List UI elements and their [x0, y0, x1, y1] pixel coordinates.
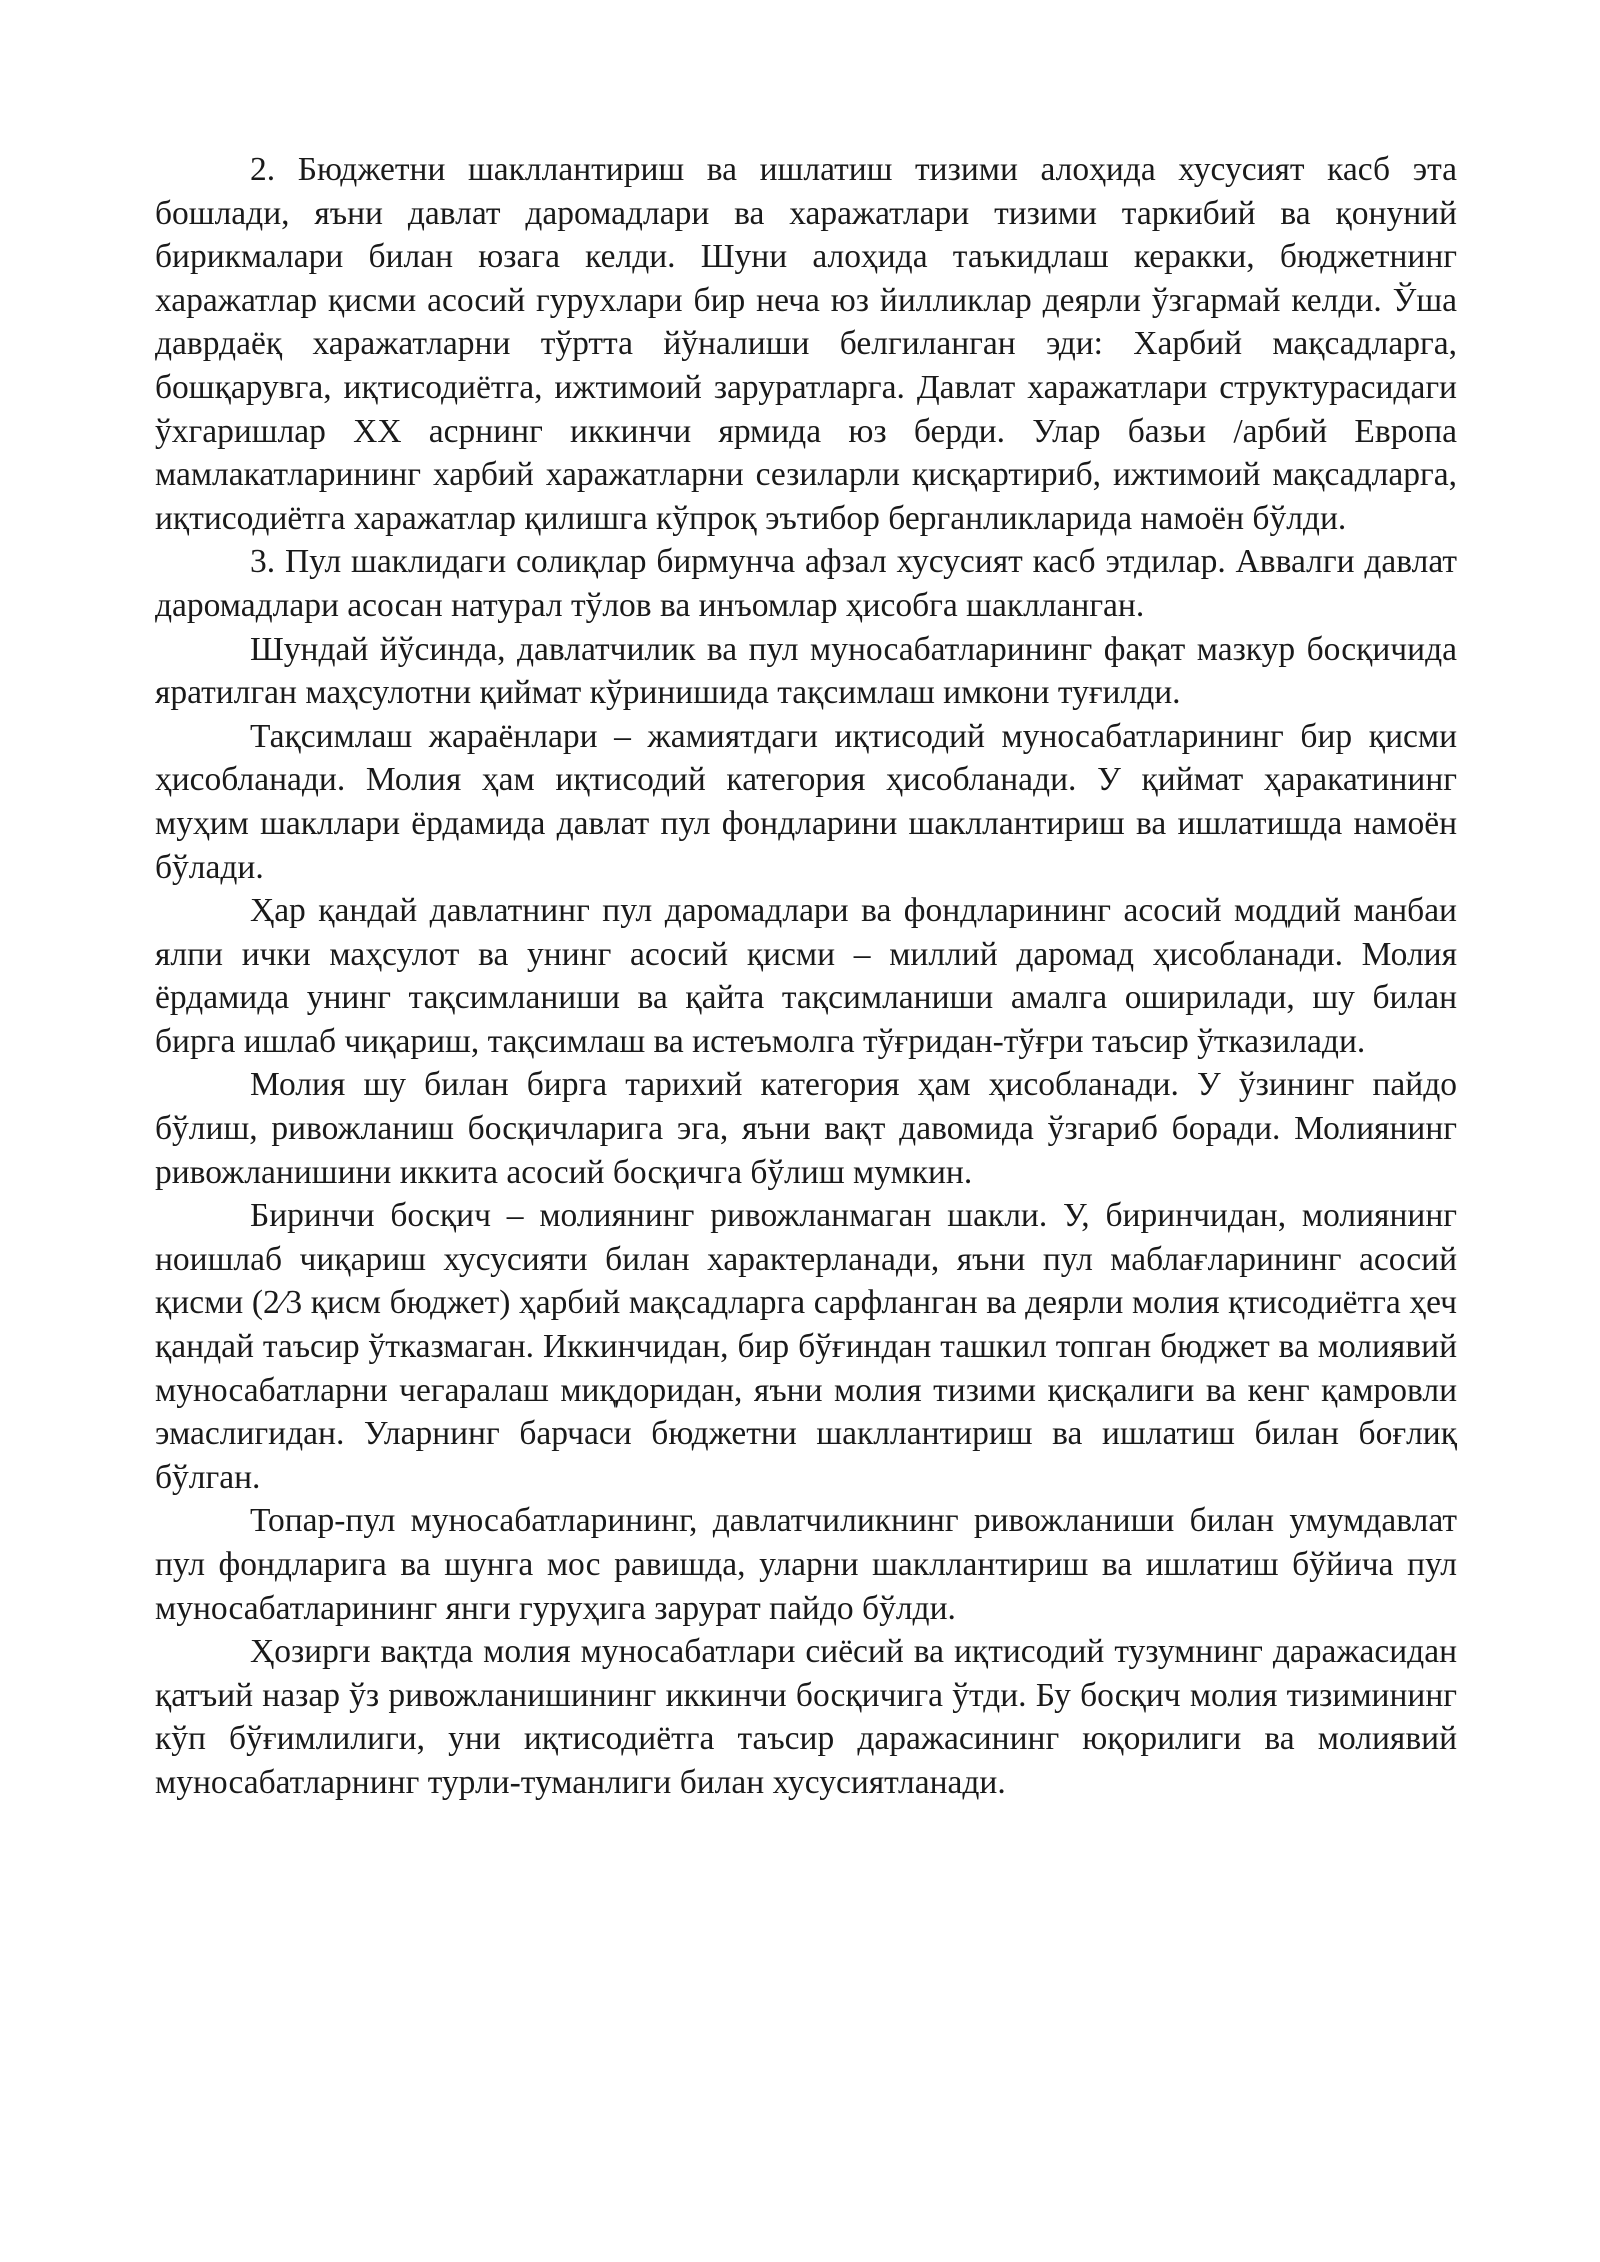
paragraph-distribution-processes: Тақсимлаш жараёнлари – жамиятдаги иқтисодий муносабатларининг бир қисми ҳисобланади. Молия ҳам иқтисодий категория ҳисобланади. У қиймат ҳаракатининг муҳим шакллари ёрдамида давлат пул фондларини шакллантириш ва ишлатишда намоён бўлади.	[155, 717, 1457, 886]
paragraph-new-relations: Топар-пул муносабатларининг, давлатчиликнинг ривожланиши билан умумдавлат пул фондларига ва шунга мос равишда, уларни шакллантириш ва ишлатиш бўйича пул муносабатларининг янги гуруҳига зарурат пайдо бўлди.	[155, 1502, 1457, 1627]
paragraph-historical-category: Молия шу билан бирга тарихий категория ҳам ҳисобланади. У ўзининг пайдо бўлиш, ривожланиш босқичларига эга, яъни вақт давомида ўзгариб боради. Молиянинг ривожланишини иккита асосий босқичга бўлиш мумкин.	[155, 1066, 1457, 1191]
paragraph-income-sources: Ҳар қандай давлатнинг пул даромадлари ва фондларининг асосий моддий манбаи ялпи ички маҳсулот ва унинг асосий қисми – миллий даромад ҳисобланади. Молия ёрдамида унинг тақсимланиши ва қайта тақсимланиши амалга оширилади, шу билан бирга ишлаб чиқариш, тақсимлаш ва истеъмолга тўғридан-тўғри таъсир ўтказилади.	[155, 892, 1457, 1060]
paragraph-monetary-taxes: 3. Пул шаклидаги солиқлар бирмунча афзал хусусият касб этдилар. Аввалги давлат даромадлари асосан натурал тўлов ва инъомлар ҳисобга шаклланган.	[155, 543, 1457, 624]
paragraph-budget-system: 2. Бюджетни шакллантириш ва ишлатиш тизими алоҳида хусусият касб эта бошлади, яъни давлат даромадлари ва харажатлари тизими таркибий ва қонуний бирикмалари билан юзага келди. Шуни алоҳида таъкидлаш керакки, бюджетнинг харажатлар қисми асосий гурухлари бир неча юз йилликлар деярли ўзгармай келди. Ўша даврдаёқ харажатларни тўртта йўналиши белгиланган эди: Харбий мақсадларга, бошқарувга, иқтисодиётга, ижтимоий заруратларга. Давлат харажатлари структурасидаги ўхгаришлар XX асрнинг иккинчи ярмида юз берди. Улар базьи /арбий Европа мамлакатларининг харбий харажатларни сезиларли қисқартириб, ижтимоий мақсадларга, иқтисодиётга харажатлар қилишга кўпроқ эътибор берганликларида намоён бўлди.	[155, 151, 1457, 537]
paragraph-second-stage: Ҳозирги вақтда молия муносабатлари сиёсий ва иқтисодий тузумнинг даражасидан қатъий назар ўз ривожланишининг иккинчи босқичига ўтди. Бу босқич молия тизимининг кўп бўғимлилиги, уни иқтисодиётга таъсир даражасининг юқорилиги ва молиявий муносабатларнинг турли-туманлиги билан хусусиятланади.	[155, 1633, 1457, 1801]
paragraph-distribution-possibility: Шундай йўсинда, давлатчилик ва пул муносабатларининг фақат мазкур босқичида яратилган маҳсулотни қиймат кўринишида тақсимлаш имкони туғилди.	[155, 630, 1457, 712]
paragraph-first-stage: Биринчи босқич – молиянинг ривожланмаган шакли. У, биринчидан, молиянинг ноишлаб чиқариш хусусияти билан характерланади, яъни пул маблағларининг асосий қисми (2⁄3 қисм бюджет) ҳарбий мақсадларга сарфланган ва деярли молия қтисодиётга ҳеч қандай таъсир ўтказмаган. Иккинчидан, бир бўғиндан ташкил топган бюджет ва молиявий муносабатларни чегаралаш миқдоридан, яъни молия тизими қисқалиги ва кенг қамровли эмаслигидан. Уларнинг барчаси бюджетни шакллантириш ва ишлатиш билан боғлиқ бўлган.	[155, 1197, 1457, 1496]
document-page	[155, 148, 1457, 1805]
